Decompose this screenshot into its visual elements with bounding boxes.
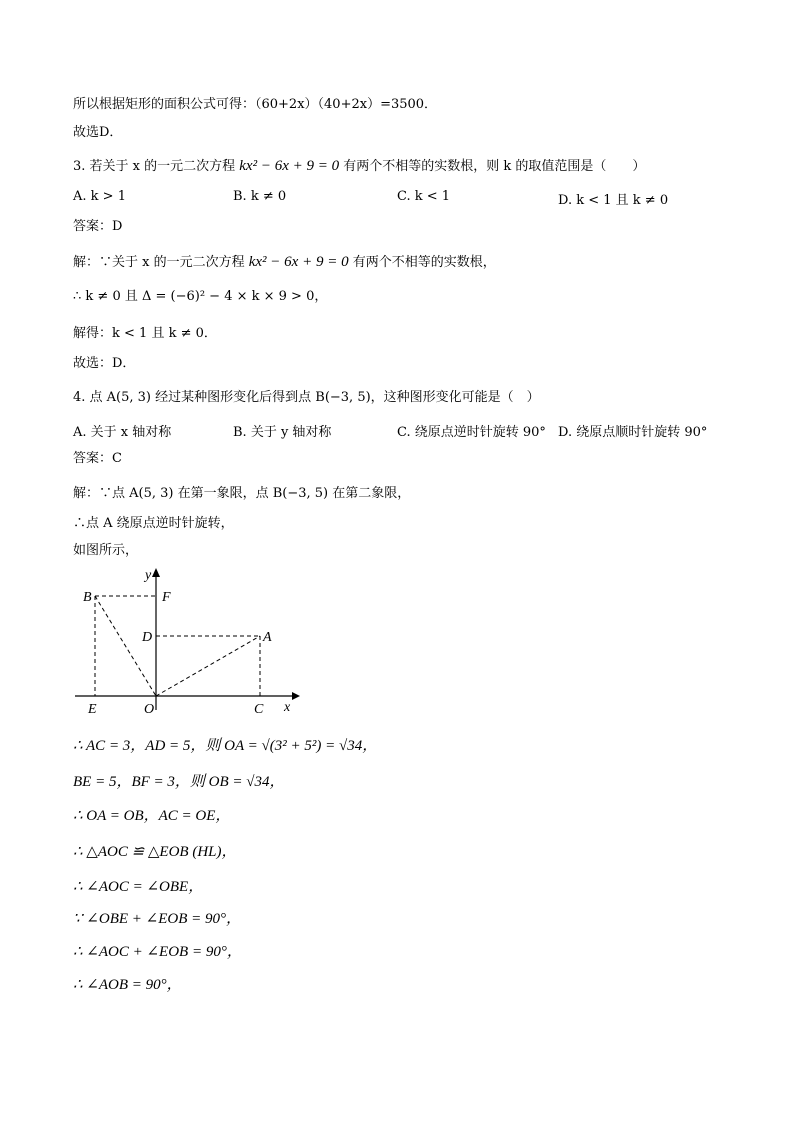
coordinate-figure xyxy=(70,565,300,715)
solution-line: 解：∵点 A(5, 3) 在第一象限，点 B(−3, 5) 在第二象限， xyxy=(73,486,411,501)
answer-line: 答案：C xyxy=(73,451,122,466)
option-a: A. k > 1 xyxy=(73,189,126,204)
question-3-stem xyxy=(73,157,645,176)
label-o: O xyxy=(144,702,155,715)
solution-line: ∴点 A 绕原点逆时针旋转， xyxy=(73,516,234,531)
solution-line: BE = 5，BF = 3，则 OB = √34， xyxy=(73,774,285,790)
label-d: D xyxy=(142,630,153,645)
option-b: B. k ≠ 0 xyxy=(233,189,287,204)
option-b: B. 关于 y 轴对称 xyxy=(233,425,332,440)
label-b: B xyxy=(83,590,92,605)
option-c: C. k < 1 xyxy=(397,189,451,204)
text-line: 故选D． xyxy=(73,125,123,140)
equation: kx² − 6x + 9 = 0 xyxy=(248,254,349,270)
option-a: A. 关于 x 轴对称 xyxy=(73,425,172,440)
text-line: 所以根据矩形的面积公式可得：（60+2x）（40+2x）=3500． xyxy=(73,97,438,112)
option-c: C. 绕原点逆时针旋转 90° xyxy=(397,425,546,440)
solution-line: ∵ ∠OBE + ∠EOB = 90°， xyxy=(73,911,241,927)
text-fragment: 解：∵关于 x 的一元二次方程 xyxy=(73,255,249,270)
text-fragment: 有两个不相等的实数根，则 k 的取值范围是（ ） xyxy=(339,159,646,174)
y-axis-arrow xyxy=(152,568,160,577)
solution-line: ∴ AC = 3，AD = 5，则 OA = √(3² + 5²) = √34， xyxy=(73,738,378,754)
x-axis-arrow xyxy=(292,692,300,700)
solution-line: 解得：k < 1 且 k ≠ 0． xyxy=(73,326,217,341)
equation: kx² − 6x + 9 = 0 xyxy=(239,158,340,174)
label-e: E xyxy=(88,702,97,715)
solution-line: ∴ ∠AOB = 90°， xyxy=(73,977,182,993)
solution-line: ∴ △AOC ≌ △EOB (HL)， xyxy=(73,844,237,860)
segment-ob xyxy=(95,596,156,696)
solution-line: ∴ OA = OB，AC = OE， xyxy=(73,808,231,824)
label-f: F xyxy=(162,590,171,605)
solution-line: ∴ ∠AOC = ∠OBE， xyxy=(73,879,204,895)
segment-oa xyxy=(156,636,260,696)
label-x: x xyxy=(284,700,291,715)
solution-line: ∴ ∠AOC + ∠EOB = 90°， xyxy=(73,944,242,960)
label-y: y xyxy=(145,568,152,583)
text-fragment: 3. 若关于 x 的一元二次方程 xyxy=(73,159,240,174)
option-d: D. 绕原点顺时针旋转 90° xyxy=(558,425,708,440)
label-c: C xyxy=(254,702,264,715)
solution-line: 如图所示， xyxy=(73,543,139,558)
text-fragment: 有两个不相等的实数根， xyxy=(348,255,496,270)
solution-line xyxy=(73,253,496,272)
solution-line: ∴ k ≠ 0 且 Δ = (−6)² − 4 × k × 9 > 0， xyxy=(73,289,328,304)
solution-line: 故选：D． xyxy=(73,356,136,371)
question-4-stem: 4. 点 A(5, 3) 经过某种图形变化后得到点 B(−3, 5)，这种图形变化可能是（ ） xyxy=(73,390,540,405)
option-d: D. k < 1 且 k ≠ 0 xyxy=(558,193,669,208)
answer-line: 答案：D xyxy=(73,219,123,234)
label-a: A xyxy=(263,630,272,645)
